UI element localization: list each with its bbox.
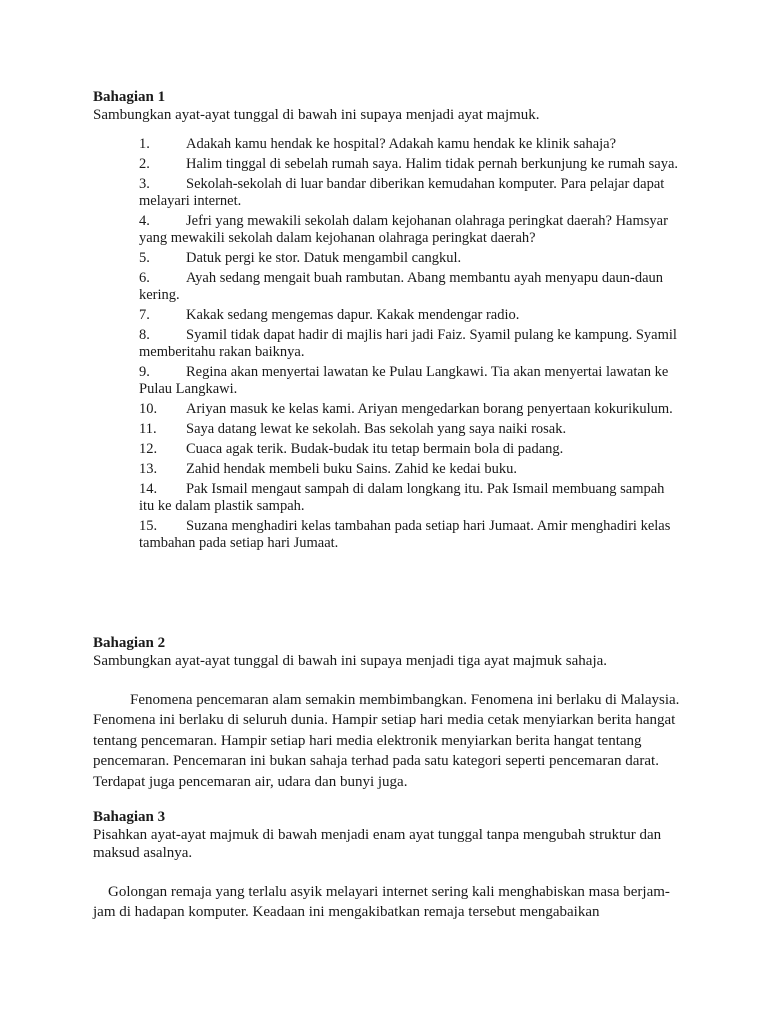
question-text: Jefri yang mewakili sekolah dalam kejohanan olahraga peringkat daerah? Hamsyar yang mewakili sekolah dalam kejohanan olahraga peringkat daerah?	[139, 213, 668, 246]
question-text: Ayah sedang mengait buah rambutan. Abang membantu ayah menyapu daun-daun kering.	[139, 270, 664, 303]
question-text: Datuk pergi ke stor. Datuk mengambil cangkul.	[186, 250, 462, 266]
question-item	[139, 518, 679, 552]
section-2-heading: Bahagian 2	[93, 635, 166, 651]
section-3-header	[93, 808, 683, 862]
question-item	[139, 213, 679, 247]
question-text: Halim tinggal di sebelah rumah saya. Halim tidak pernah berkunjung ke rumah saya.	[186, 156, 679, 172]
question-item	[139, 270, 679, 304]
question-number: 6.	[139, 270, 150, 286]
question-number: 4.	[139, 213, 150, 229]
question-item	[139, 421, 679, 438]
question-item	[139, 176, 679, 210]
question-text: Suzana menghadiri kelas tambahan pada setiap hari Jumaat. Amir menghadiri kelas tambahan pada setiap hari Jumaat.	[139, 518, 671, 551]
question-number: 9.	[139, 364, 150, 380]
question-number: 10.	[139, 401, 158, 417]
question-text: Saya datang lewat ke sekolah. Bas sekolah yang saya naiki rosak.	[186, 421, 567, 437]
question-item	[139, 327, 679, 361]
question-item	[139, 441, 679, 458]
question-item	[139, 250, 679, 267]
question-item	[139, 307, 679, 324]
section-2-instruction: Sambungkan ayat-ayat tunggal di bawah ini supaya menjadi tiga ayat majmuk sahaja.	[93, 653, 608, 669]
question-number: 8.	[139, 327, 150, 343]
section-2-passage	[93, 690, 685, 792]
section-1-question-list	[139, 136, 679, 555]
question-item	[139, 156, 679, 173]
section-3-instruction: Pisahkan ayat-ayat majmuk di bawah menjadi enam ayat tunggal tanpa mengubah struktur dan maksud asalnya.	[93, 827, 662, 861]
question-text: Adakah kamu hendak ke hospital? Adakah kamu hendak ke klinik sahaja?	[186, 136, 617, 152]
section-2-paragraph: Fenomena pencemaran alam semakin membimbangkan. Fenomena ini berlaku di Malaysia. Fenomena ini berlaku di seluruh dunia. Hampir setiap hari media cetak menyiarkan berita hangat tentang pencemaran. Hampir setiap hari media elektronik menyiarkan berita hangat tentang pencemaran. Pencemaran ini bukan sahaja terhad pada satu kategori seperti pencemaran darat. Terdapat juga pencemaran air, udara dan bunyi juga.	[93, 692, 680, 790]
question-text: Regina akan menyertai lawatan ke Pulau Langkawi. Tia akan menyertai lawatan ke Pulau Langkawi.	[139, 364, 669, 397]
question-number: 14.	[139, 481, 158, 497]
question-number: 5.	[139, 250, 150, 266]
question-item	[139, 461, 679, 478]
question-text: Zahid hendak membeli buku Sains. Zahid ke kedai buku.	[186, 461, 518, 477]
section-3-paragraph: Golongan remaja yang terlalu asyik melayari internet sering kali menghabiskan masa berjam-jam di hadapan komputer. Keadaan ini mengakibatkan remaja tersebut mengabaikan	[93, 884, 670, 921]
question-number: 13.	[139, 461, 158, 477]
question-text: Syamil tidak dapat hadir di majlis hari jadi Faiz. Syamil pulang ke kampung. Syamil memberitahu rakan baiknya.	[139, 327, 677, 360]
question-text: Sekolah-sekolah di luar bandar diberikan kemudahan komputer. Para pelajar dapat melayari internet.	[139, 176, 665, 209]
section-3-heading: Bahagian 3	[93, 809, 166, 825]
question-number: 2.	[139, 156, 150, 172]
question-number: 11.	[139, 421, 157, 437]
question-item	[139, 364, 679, 398]
section-1-heading: Bahagian 1	[93, 89, 166, 105]
question-number: 7.	[139, 307, 150, 323]
question-text: Ariyan masuk ke kelas kami. Ariyan mengedarkan borang penyertaan kokurikulum.	[186, 401, 673, 417]
question-text: Pak Ismail mengaut sampah di dalam longkang itu. Pak Ismail membuang sampah itu ke dalam plastik sampah.	[139, 481, 665, 514]
question-number: 3.	[139, 176, 150, 192]
question-item	[139, 481, 679, 515]
question-number: 1.	[139, 136, 150, 152]
question-number: 12.	[139, 441, 158, 457]
section-1-header	[93, 88, 683, 124]
section-1-instruction: Sambungkan ayat-ayat tunggal di bawah ini supaya menjadi ayat majmuk.	[93, 107, 540, 123]
question-item	[139, 401, 679, 418]
section-3-passage	[93, 882, 685, 923]
question-text: Kakak sedang mengemas dapur. Kakak mendengar radio.	[186, 307, 520, 323]
question-text: Cuaca agak terik. Budak-budak itu tetap bermain bola di padang.	[186, 441, 564, 457]
question-item	[139, 136, 679, 153]
section-2-header	[93, 634, 683, 670]
question-number: 15.	[139, 518, 158, 534]
